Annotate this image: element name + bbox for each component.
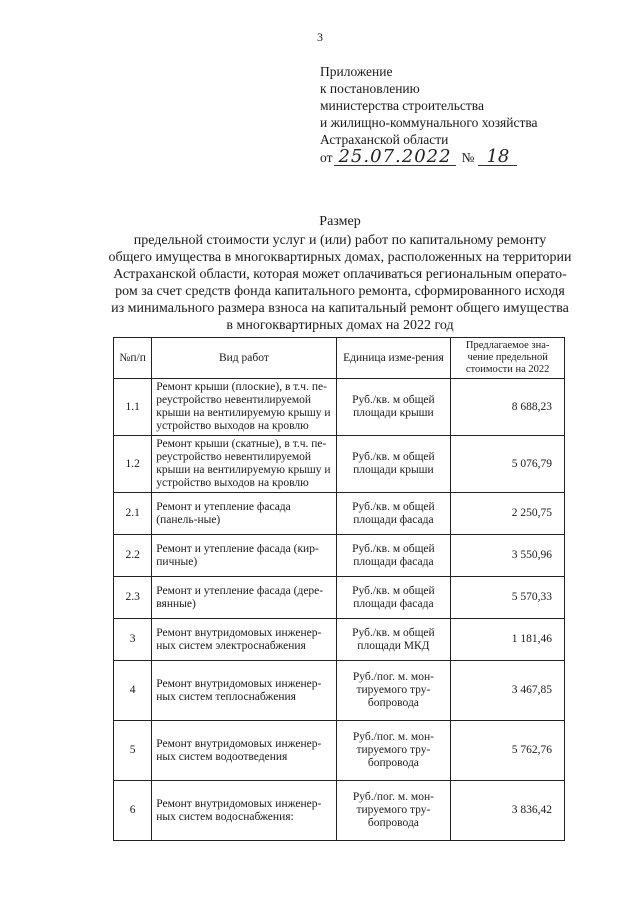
cell-num: 2.2 <box>114 535 152 577</box>
cell-cost: 3 550,96 <box>451 535 565 577</box>
cell-num: 6 <box>114 781 152 841</box>
header-unit: Единица изме-рения <box>336 338 451 379</box>
cell-unit: Руб./кв. м общей площади фасада <box>336 535 451 577</box>
cell-unit: Руб./кв. м общей площади фасада <box>336 493 451 535</box>
cell-num: 5 <box>114 721 152 781</box>
title-line: Астраханской области, которая может оплачиваться региональным операто- <box>113 267 567 282</box>
handwritten-number: 18 <box>478 148 517 166</box>
appendix-date-line <box>320 148 538 166</box>
cell-work: Ремонт внутридомовых инженер-ных систем электроснабжения <box>152 619 336 661</box>
cell-num: 3 <box>114 619 152 661</box>
appendix-line: Приложение <box>320 64 393 79</box>
cell-num: 1.1 <box>114 379 152 436</box>
date-prefix: от <box>320 150 333 165</box>
cell-cost: 3 467,85 <box>451 661 565 721</box>
table-header-row <box>114 338 565 379</box>
cell-unit: Руб./кв. м общей площади МКД <box>336 619 451 661</box>
table-row <box>114 661 565 721</box>
cell-work: Ремонт крыши (скатные), в т.ч. пе-реустройство невентилируемой крыши на вентилируемую крышу и устройство выходов на кровлю <box>152 436 336 493</box>
title-line: из минимального размера взноса на капитальный ремонт общего имущества <box>111 301 569 316</box>
appendix-block <box>320 63 538 166</box>
cost-table <box>113 337 565 841</box>
title-line: предельной стоимости услуг и (или) работ по капитальному ремонту <box>133 233 547 248</box>
cell-work: Ремонт внутридомовых инженер-ных систем водоотведения <box>152 721 336 781</box>
table-row <box>114 721 565 781</box>
title-line: общего имущества в многоквартирных домах, расположенных на территории <box>108 250 572 265</box>
table-row <box>114 493 565 535</box>
header-work: Вид работ <box>152 338 336 379</box>
table-row <box>114 577 565 619</box>
table-row <box>114 781 565 841</box>
cell-unit: Руб./пог. м. мон-тируемого тру-бопровода <box>336 661 451 721</box>
cell-num: 4 <box>114 661 152 721</box>
cell-work: Ремонт внутридомовых инженер-ных систем теплоснабжения <box>152 661 336 721</box>
table-row <box>114 619 565 661</box>
cell-cost: 5 570,33 <box>451 577 565 619</box>
cell-work: Ремонт крыши (плоские), в т.ч. пе-реустройство невентилируемой крыши на вентилируемую крышу и устройство выходов на кровлю <box>152 379 336 436</box>
table-row <box>114 436 565 493</box>
header-cost: Предлагаемое зна-чение предельной стоимости на 2022 <box>451 338 565 379</box>
appendix-line: к постановлению <box>320 81 420 96</box>
cell-unit: Руб./кв. м общей площади крыши <box>336 379 451 436</box>
table-row <box>114 535 565 577</box>
cell-unit: Руб./кв. м общей площади крыши <box>336 436 451 493</box>
cell-cost: 3 836,42 <box>451 781 565 841</box>
table-row <box>114 379 565 436</box>
cell-num: 2.1 <box>114 493 152 535</box>
cell-work: Ремонт и утепление фасада (панель-ные) <box>152 493 336 535</box>
handwritten-date: 25.07.2022 <box>334 148 455 166</box>
cell-unit: Руб./кв. м общей площади фасада <box>336 577 451 619</box>
title-line: в многоквартирных домах на 2022 год <box>226 318 454 333</box>
cell-num: 2.3 <box>114 577 152 619</box>
cell-cost: 8 688,23 <box>451 379 565 436</box>
title-heading: Размер <box>319 214 361 229</box>
appendix-line: и жилищно-коммунального хозяйства <box>320 115 538 130</box>
appendix-line: Астраханской области <box>320 132 449 147</box>
page-number: 3 <box>317 30 323 44</box>
header-num: №п/п <box>114 338 152 379</box>
cell-work: Ремонт внутридомовых инженер-ных систем водоснабжения: <box>152 781 336 841</box>
document-title <box>60 213 620 334</box>
cell-num: 1.2 <box>114 436 152 493</box>
cell-cost: 1 181,46 <box>451 619 565 661</box>
cell-cost: 5 076,79 <box>451 436 565 493</box>
title-line: ром за счет средств фонда капитального ремонта, сформированного исходя <box>115 284 565 299</box>
cell-cost: 2 250,75 <box>451 493 565 535</box>
appendix-line: министерства строительства <box>320 98 484 113</box>
number-sign: № <box>461 150 475 165</box>
cell-cost: 5 762,76 <box>451 721 565 781</box>
cell-work: Ремонт и утепление фасада (кир-пичные) <box>152 535 336 577</box>
cell-work: Ремонт и утепление фасада (дере-вянные) <box>152 577 336 619</box>
cell-unit: Руб./пог. м. мон-тируемого тру-бопровода <box>336 781 451 841</box>
cell-unit: Руб./пог. м. мон-тируемого тру-бопровода <box>336 721 451 781</box>
